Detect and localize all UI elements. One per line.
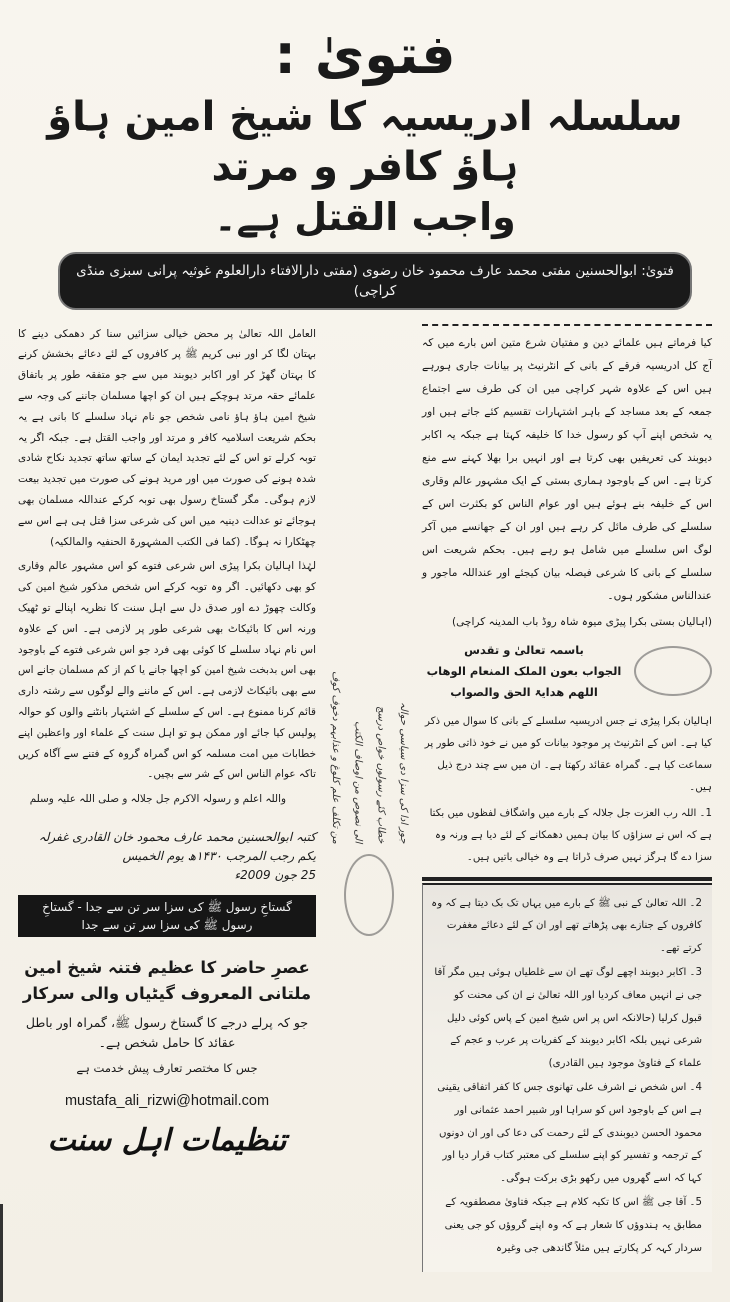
points-box bbox=[422, 883, 712, 1273]
ruling-text: العامل اللہ تعالیٰ پر محض خیالی سزائیں سنا کر دھمکی دینے کا بہتان لگا کر اور نبی کریم ﷺ پر کافروں کے لئے دعائے بخشش کرنے کا بہتان گھڑ کر اور اکابر دیوبند میں سے جو متفقہ طور پر باتفاق علمائے حقہ مرتد ہوچکے ہیں ان کو اچھا مسلمان جاننے کی وجہ سے شیخ امین ہاؤ ہاؤ نامی شخص جو نام نہاد سلسلے کا بانی ہے یہ بحکم شریعت اسلامیہ کافر و مرتد اور واجب القتل ہے۔ جبکہ اگر یہ توبہ کرلے تو اس کے لئے تجدید ایمان کے ساتھ ساتھ تجدید نکاح شادی شدہ ہونے کی صورت میں اور مرید ہونے کی صورت میں تجدید بیعت لازم ہوگی۔ مگر گستاخ رسول بھی توبہ کرکے عنداللہ مسلمان بھی ہوجائے تو عدالت دینیہ میں اس کی شرعی سزا قتل ہی ہے اس سے چھٹکارا نہ ہوگا۔ (کما فی الکتب المشہورۃ الحنفیہ والمالکیہ) bbox=[18, 327, 316, 548]
point-3: 3۔ اکابر دیوبند اچھے لوگ تھے ان سے غلطیاں ہوئی ہیں مگر آقا جی نے انہیں معاف کردیا اور اللہ تعالیٰ نے ان کی محنت کو قبول کرلیا (حالانکہ اس پر اس شیخ امین کے پاس کوئی دلیل شرعی نہیں بلکہ اکابر دیوبند کے کفریات پر عرب و عجم کے علماء کے فتاویٰ موجود ہیں القادری) bbox=[434, 967, 702, 1069]
title-verdict: واجب القتل ہے۔ bbox=[214, 195, 516, 240]
issuer-header-text: فتویٰ: ابوالحسنین مفتی محمد عارف محمود خان رضوی (مفتی دارالافتاء دارالعلوم غوثیہ پرانی سبزی منڈی کراچی) bbox=[76, 262, 674, 299]
bismillah-line-2: الجواب بعون الملک المنعام الوھاب bbox=[426, 663, 622, 678]
section-divider bbox=[422, 877, 712, 881]
bismillah-line-3: اللھم ھدایۃ الحق والصواب bbox=[450, 684, 598, 699]
oval-seal-icon bbox=[344, 854, 394, 936]
bismillah-row bbox=[422, 640, 712, 703]
title-headline: سلسلہ ادریسیہ کا شیخ امین ہاؤ ہاؤ کافر و مرتد bbox=[47, 94, 683, 191]
answer-intro: اہالیان بکرا پیڑی نے جس ادریسیہ سلسلے کے بانی کا سوال میں ذکر کیا ہے۔ اس کے انٹرنیٹ پر موجود بیانات کو میں نے خود ذاتی طور پر سماعت کیا ہے۔ گمراہ عقائد رکھتا ہے۔ ان میں سے چند درج ذیل ہیں۔ bbox=[424, 715, 712, 793]
intro-heading: عصرِ حاضر کا عظیم فتنہ شیخ امین ملتانی المعروف گیٹیاں والی سرکار bbox=[22, 957, 312, 1003]
title-fatwa: فتویٰ : bbox=[274, 23, 456, 86]
handwritten-note: من تکلف علم کلوغ و عذابہم دخوف کوف bbox=[330, 670, 342, 844]
right-column bbox=[422, 324, 712, 1273]
mufti-signature bbox=[18, 828, 316, 885]
intro-subheading: جو کہ پرلے درجے کا گستاخ رسول ﷺ، گمراہ اور باطل عقائد کا حامل شخص ہے۔ bbox=[25, 1014, 309, 1050]
handwritten-note: خطاب کئے رسولوں خواص درسج bbox=[375, 706, 387, 844]
point-4: 4۔ اس شخص نے اشرف علی تھانوی جس کا کفر اتفاقی یقینی ہے اس کے باوجود اس کو سراہا اور شبیر احمد عثمانی اور محمود الحسن دیوبندی کے لئے رحمت کی دعا کی اور ان دونوں کے ترجمہ و تفسیر کو اپنے سلسلے کی معتبر کتاب قرار دیا اور کہا کہ اسے گھروں میں رکھو بڑی برکت ہوگی۔ bbox=[437, 1082, 702, 1184]
point-5: 5۔ آقا جی ﷺ اس کا تکیہ کلام ہے جبکہ فتاویٰ مصطفویہ کے مطابق یہ ہندوؤں کا شعار ہے کہ وہ اپنے گروؤں کو جی یعنی سردار کہہ کر پکارتے ہیں مثلاً گاندھی جی وغیرہ bbox=[444, 1197, 702, 1254]
question-text: کیا فرماتے ہیں علمائے دین و مفتیان شرع متین اس بارے میں کہ آج کل ادریسیہ فرقے کے بانی کے انٹرنیٹ پر بیانات جاری ہورہے ہیں اس کے علاوہ شہر کراچی میں ان کی طرف سے اجتماع جمعہ کے بعد مساجد کے باہر اشتہارات تقسیم کئے جاتے ہیں اور یہ شخص اپنے آپ کو رسول خدا کا خلیفہ کہتا ہے جبکہ یہ اکابر دیوبند کی تعریفیں بھی کرتا ہے اور انہیں برا بھلا کہنے سے منع کرتا ہے۔ اس کے باوجود ہماری بستی کے ایک مشہور عالم وقاری اس کے خلیفہ بنے ہوئے ہیں اور عوام الناس کو بکثرت اس کے سلسلے کی طرف مائل کر رہے ہیں اور ان کے جھانسے میں آکر لوگ اس سلسلے میں شامل ہو رہے ہیں۔ بحکم شریعت اس سلسلے کے بانی کا شرعی فیصلہ بیان کیجئے اور عنداللہ ماجور و عندالناس مشکور ہوں۔ bbox=[422, 336, 712, 602]
scan-edge bbox=[0, 1204, 3, 1302]
handwritten-note: جور ادا کی سزا دی سیاسی حوالہ bbox=[398, 702, 409, 844]
contact-email: mustafa_ali_rizwi@hotmail.com bbox=[64, 1092, 270, 1109]
body-columns bbox=[18, 324, 712, 1273]
handwritten-column bbox=[326, 324, 412, 936]
slogan-banner: گستاخِ رسول ﷺ کی سزا سر تن سے جدا - گستاخِ رسول ﷺ کی سزا سر تن سے جدا bbox=[18, 895, 316, 937]
point-2: 2۔ اللہ تعالیٰ کے نبی ﷺ کے بارے میں یہاں تک بک دیتا ہے کہ وہ کافروں کے جنازے بھی پڑھاتے تھے اور ان کے لئے دعائے مغفرت کرتے تھے۔ bbox=[431, 897, 702, 954]
signature-name: کتبہ ابوالحسنین محمد عارف محمود خان القادری غفرلہ bbox=[38, 829, 316, 844]
ruling-closing: واللہ اعلم و رسولہ الاکرم جل جلالہ و صلی اللہ علیہ وسلم bbox=[29, 793, 286, 806]
question-signature: (اہالیان بستی بکرا پیڑی میوہ شاہ روڈ باب المدینہ کراچی) bbox=[451, 615, 712, 628]
intro-note: جس کا مختصر تعارف پیش خدمت ہے bbox=[76, 1060, 258, 1075]
answer-point-1: 1۔ اللہ رب العزت جل جلالہ کے بارے میں واشگاف لفظوں میں بکتا ہے کہ اس نے سزاؤں کا بیان ہمیں دھمکانے کے لئے دیا ہے ورنہ وہ سزا دے گا ہرگز نہیں صرف ڈراتا ہے وہ خیالی باتیں ہیں۔ bbox=[429, 807, 712, 863]
handwritten-note: الی نصوص من اوصاف الکتب bbox=[352, 721, 364, 844]
seal-stamp-icon bbox=[634, 646, 712, 696]
answer-block bbox=[422, 711, 712, 869]
bismillah-line-1: باسمہ تعالیٰ و تقدس bbox=[464, 642, 584, 657]
bismillah-block bbox=[422, 640, 626, 703]
dashed-divider bbox=[422, 324, 712, 326]
signature-date-gregorian: 25 جون 2009ء bbox=[234, 867, 316, 882]
signature-date-hijri: یکم رجب المرجب ۱۴۳۰ھ یوم الخمیس bbox=[122, 848, 316, 863]
ruling-column bbox=[18, 324, 316, 1161]
ruling-text-2: لہٰذا اہالیان بکرا پیڑی اس شرعی فتوے کو اس مشہور عالم وقاری کو بھی دکھائیں۔ اگر وہ توبہ کرکے اس شخص مذکور شیخ امین کی وکالت چھوڑ دے اور صدق دل سے اہل سنت کا نظریہ اپنالے تو ٹھیک ورنہ اس کا بائیکاٹ بھی شرعی طور پر لازمی ہے۔ اس کے علاوہ اس نام نہاد سلسلے کا کوئی بھی فرد جو اس شرعی فتوے کے باوجود بھی اس بدبخت شیخ امین کو اچھا جانے یا کم از کم مسلمان جانے اس سے بھی بائیکاٹ لازمی ہے۔ اس کے ماننے والے لوگوں سے رشتہ داری قائم کرنا ممنوع ہے۔ اس کے سلسلے کے اشتہار بانٹنے والوں کو حوالہ پولیس کیا جائے اور ممکن ہو تو اہل سنت کے علماء اور واعظین اپنے خطابات میں امت مسلمہ کو اس گمراہ گروہ کے فتنے سے آگاہ کریں تاکہ عوام الناس اس کے شر سے بچیں۔ bbox=[18, 560, 316, 781]
handwritten-notes bbox=[326, 324, 412, 844]
organization-logo: تنظیمات اہل سنت bbox=[47, 1122, 287, 1158]
issuer-header-bar bbox=[58, 252, 692, 310]
